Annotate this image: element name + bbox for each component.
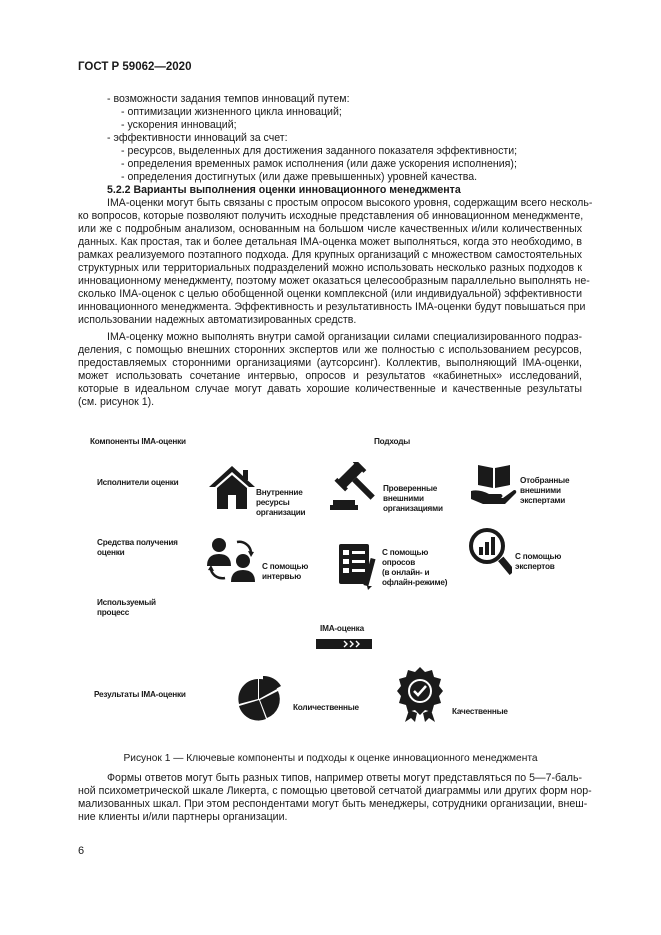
paragraph-line: инновационному менеджменту, поэтому может оказаться целесообразным параллельно выполнять не- [78, 275, 590, 287]
list-item: - ускорения инноваций; [121, 119, 237, 131]
list-item: - определения временных рамок исполнения (или даже ускорения исполнения); [121, 158, 517, 170]
quality-badge-icon [397, 666, 443, 722]
label-internal-line: Внутренние [256, 488, 303, 497]
label-survey-line: офлайн-режиме) [382, 578, 448, 587]
figure-row-performers: Исполнители оценки [97, 478, 179, 487]
figure-caption: Рисунок 1 — Ключевые компоненты и подходы к оценке инновационного менеджмента [123, 753, 538, 764]
list-item: - эффективности инноваций за счет: [107, 132, 288, 144]
paragraph-line: деления, с помощью внешних сторонних экспертов или же полностью с использованием ресурсов, [78, 344, 582, 356]
label-ima: IMA-оценка [320, 624, 364, 633]
pie-chart-icon [237, 676, 289, 722]
label-experts-help [515, 552, 561, 572]
figure-row-process-line: Используемый [97, 598, 156, 607]
page-number: 6 [78, 845, 85, 857]
interview-icon [207, 536, 257, 582]
label-experts-selected [520, 476, 569, 506]
label-experts-help-line: С помощью [515, 552, 562, 561]
paragraph-line: инновационного менеджмента. Эффективность и результативность IMA-оценки будут повышаться при [78, 301, 586, 313]
figure-row-tools [97, 538, 178, 558]
label-internal-line: организации [256, 508, 306, 517]
paragraph-line: ние клиенты и/или партнеры организации. [78, 811, 288, 823]
list-item: - оптимизации жизненного цикла инноваций; [121, 106, 342, 118]
label-verified-line: внешними [383, 494, 424, 503]
paragraph-line: данных. Как простая, так и более детальная IMA-оценка может выполняться, когда это необходимо, в [78, 236, 582, 248]
label-experts-selected-line: Отобранные [520, 476, 570, 485]
book-hand-icon [469, 461, 519, 507]
figure-col-approaches: Подходы [374, 437, 411, 446]
figure-row-results: Результаты IMA-оценки [94, 690, 186, 699]
house-icon [207, 463, 257, 511]
label-quantitative: Количественные [293, 703, 359, 712]
paragraph-line: рамках реализуемого поэтапного подхода. Для крупных организаций с множеством самостоятельных [78, 249, 582, 261]
gavel-icon [329, 462, 381, 512]
paragraph-line: (см. рисунок 1). [78, 396, 155, 408]
figure-col-components: Компоненты IMA-оценки [90, 437, 186, 446]
paragraph-line: которые в идеальном случае могут давать хорошие количественные и качественные результаты [78, 383, 582, 395]
paragraph-line: мализованных шкал. При этом респондентами могут быть менеджеры, сотрудники организации, внеш- [78, 798, 588, 810]
figure-row-process [97, 598, 156, 618]
list-item: - возможности задания темпов инноваций путем: [107, 93, 350, 105]
figure-row-tools-line: Средства получения [97, 538, 178, 547]
arrow-icon [316, 638, 374, 650]
figure-row-process-line: процесс [97, 608, 130, 617]
paragraph-line: использовании надежных автоматизированных средств. [78, 314, 357, 326]
label-qualitative: Качественные [452, 707, 508, 716]
label-internal-line: ресурсы [256, 498, 290, 507]
label-survey-line: С помощью [382, 548, 429, 557]
paragraph-line: ко вопросов, которые позволяют получить исходные представления об инновационном менеджменте, [78, 210, 584, 222]
label-experts-selected-line: экспертами [520, 496, 566, 505]
paragraph-line: IMA-оценку можно выполнять внутри самой организации силами специализированного подраз- [107, 331, 582, 343]
paragraph-line: ной психометрической шкале Ликерта, с помощью цветовой сетчатой диаграммы или других форм нор- [78, 785, 592, 797]
list-item: - ресурсов, выделенных для достижения заданного показателя эффективности; [121, 145, 518, 157]
magnifier-chart-icon [468, 527, 512, 579]
document-header: ГОСТ Р 59062—2020 [78, 61, 192, 73]
paragraph-line: предоставляемых сторонними организациями (аутсорсинг). Коллектив, выполняющий IMA-оценки, [78, 357, 582, 369]
label-survey-line: опросов [382, 558, 416, 567]
label-survey-line: (в онлайн- и [382, 568, 430, 577]
label-survey [382, 548, 447, 588]
list-item: - определения достигнутых (или даже превышенных) уровней качества. [121, 171, 478, 183]
label-verified-line: Проверенные [383, 484, 438, 493]
paragraph-line: может использовать сочетание интервью, опросов и результатов «кабинетных» исследований, [78, 370, 582, 382]
paragraph-line: сколько IMA-оценок с целью обобщенной оценки комплексной (или индивидуальной) эффективности [78, 288, 582, 300]
label-interview-line: интервью [262, 572, 302, 581]
label-interview-line: С помощью [262, 562, 309, 571]
label-experts-help-line: экспертов [515, 562, 555, 571]
section-title: 5.2.2 Варианты выполнения оценки инновационного менеджмента [107, 184, 461, 196]
checklist-icon [337, 542, 377, 590]
label-internal [256, 488, 305, 518]
paragraph-line: IMA-оценки могут быть связаны с простым опросом высокого уровня, содержащим всего несколь- [107, 197, 593, 209]
figure-row-tools-line: оценки [97, 548, 125, 557]
label-experts-selected-line: внешними [520, 486, 561, 495]
label-interview [262, 562, 308, 582]
label-verified-line: организациями [383, 504, 443, 513]
paragraph-line: структурных или территориальных подразделений можно использовать несколько разных подходов к [78, 262, 582, 274]
paragraph-line: или же с подробным анализом, основанным на большом числе качественных и/или количественных [78, 223, 582, 235]
paragraph-line: Формы ответов могут быть разных типов, например ответы могут представляться по 5—7-баль- [107, 772, 582, 784]
label-verified [383, 484, 443, 514]
